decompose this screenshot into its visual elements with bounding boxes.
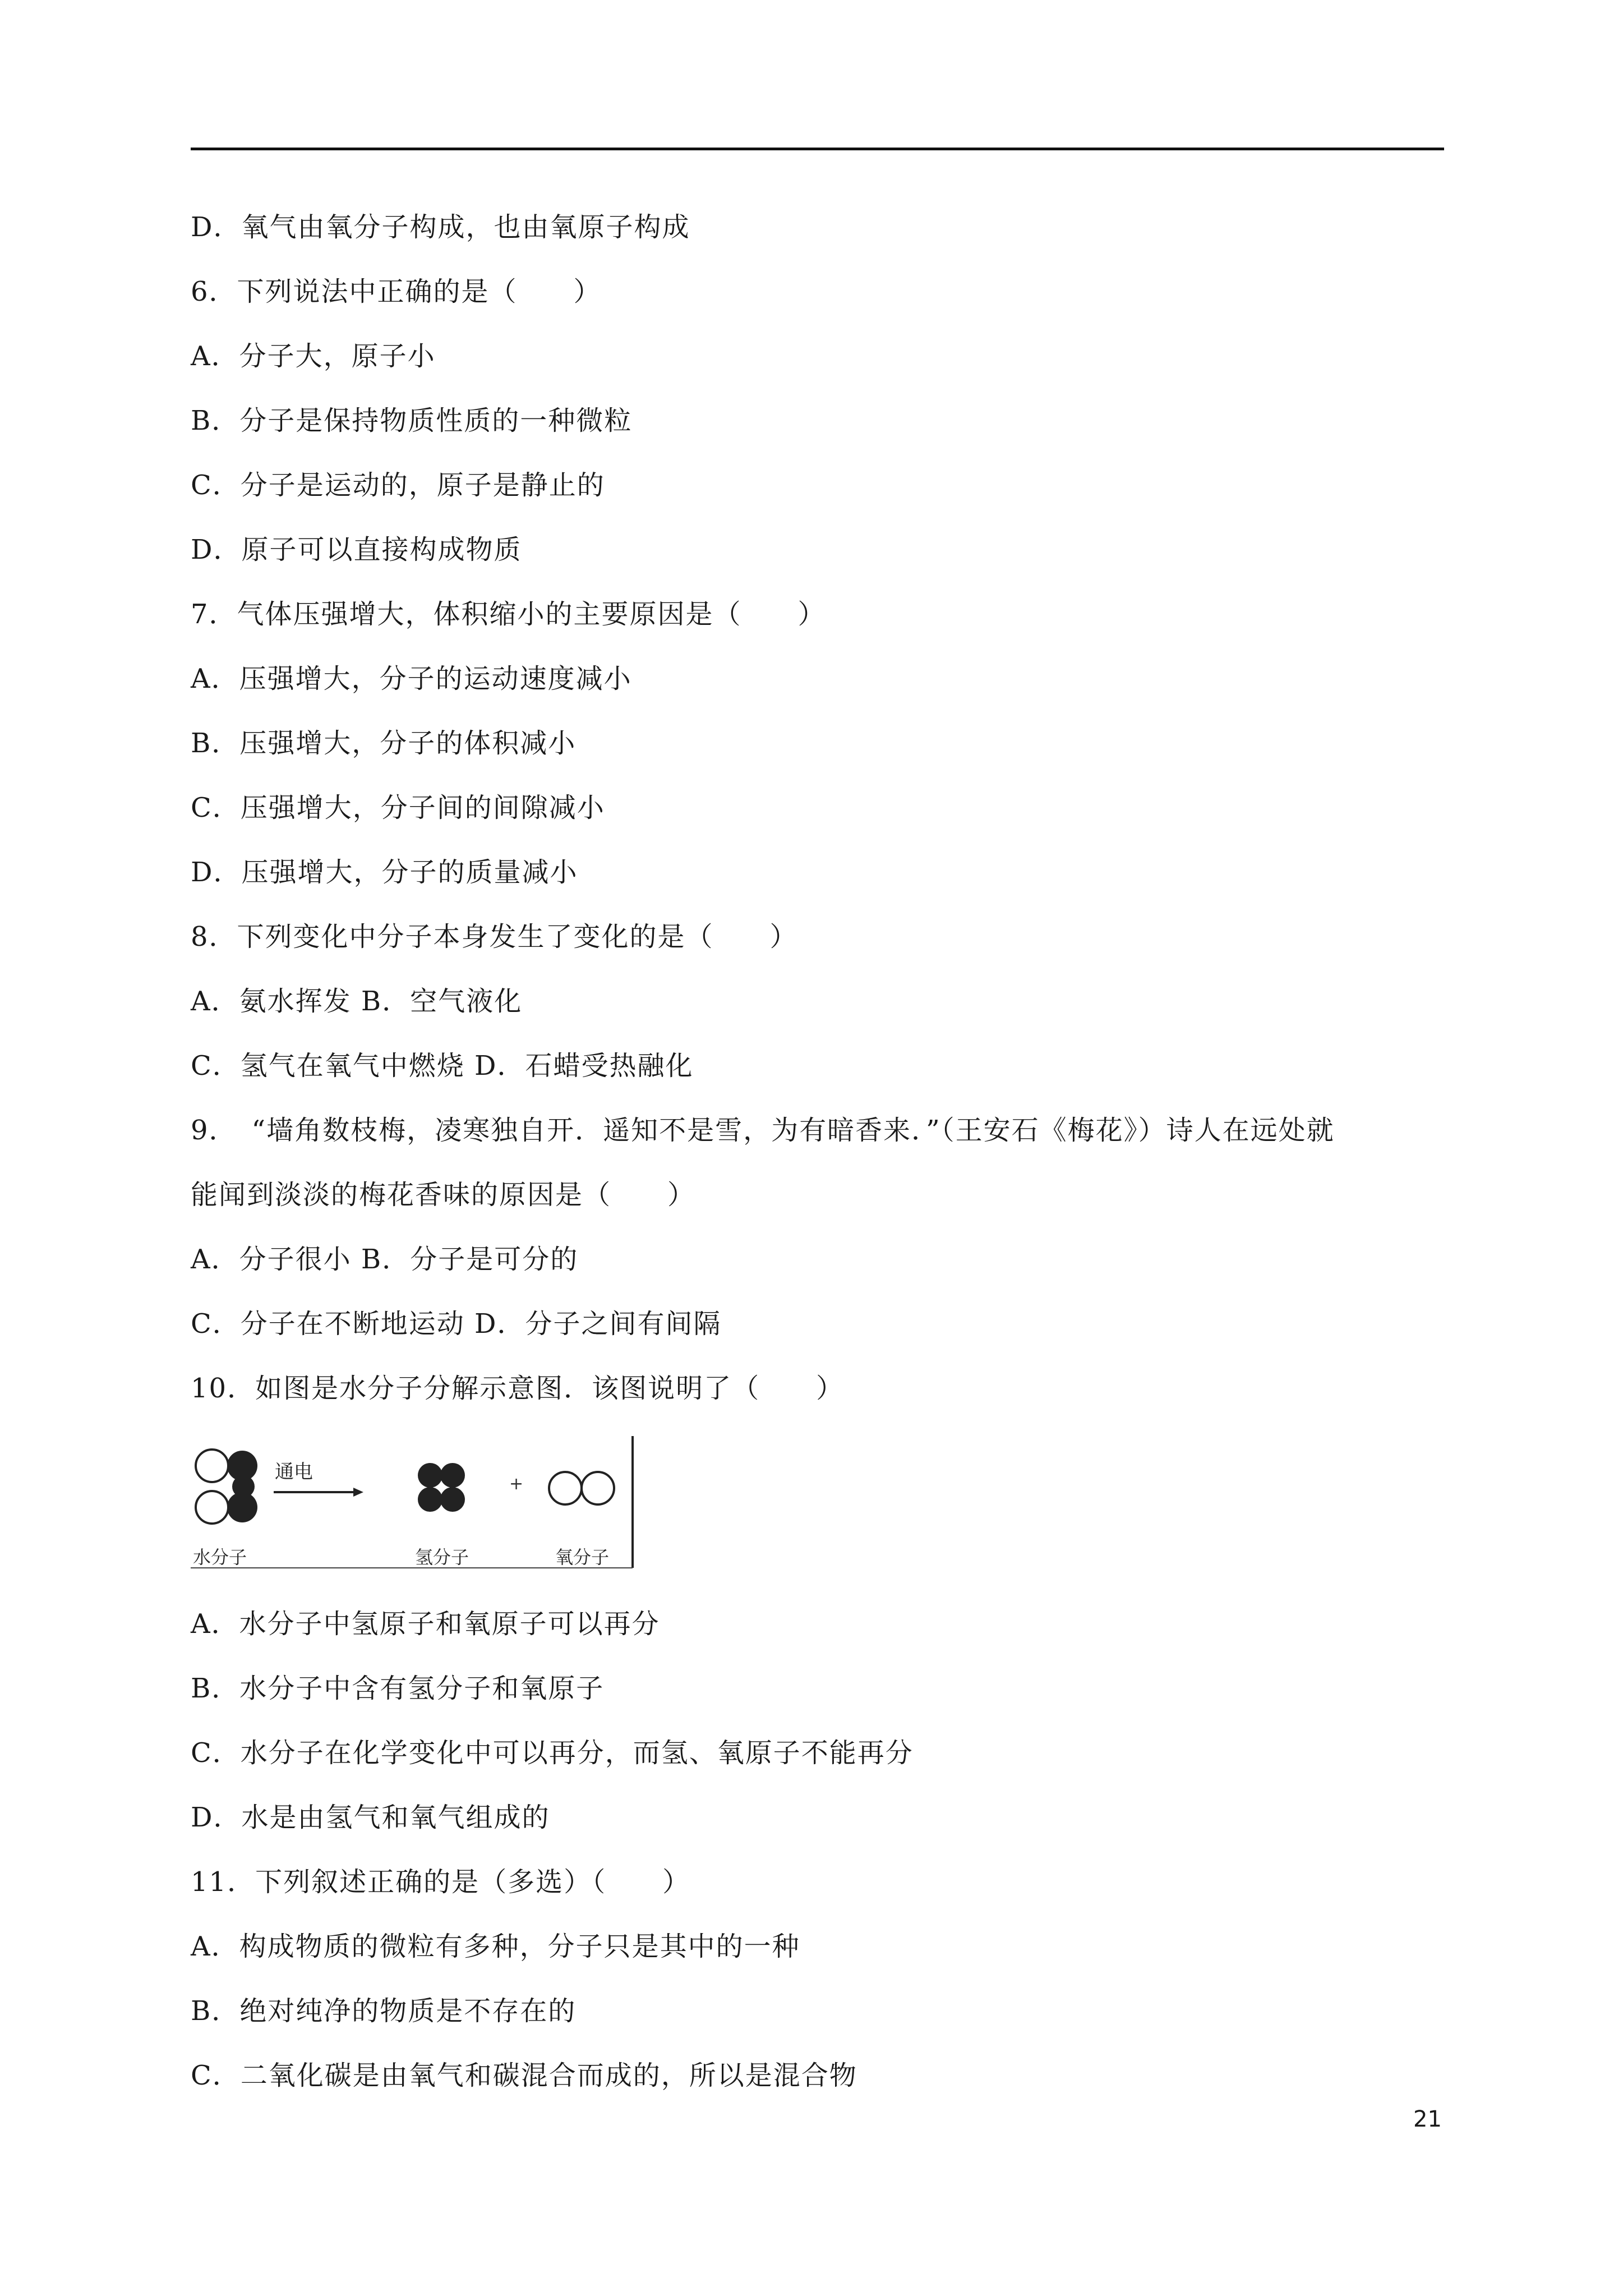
option-5d: D．氧气由氧分子构成，也由氧原子构成 <box>191 211 690 243</box>
option-7c: C．压强增大，分子间的间隙减小 <box>191 792 605 823</box>
option-10b: B．水分子中含有氢分子和氧原子 <box>191 1673 605 1704</box>
reaction-arrow-head <box>353 1488 363 1497</box>
question-11: 11．下列叙述正确的是（多选）（ ） <box>191 1866 691 1898</box>
water-molecules-figure <box>196 1450 257 1524</box>
options-8cd: C．氢气在氧气中燃烧 D．石蜡受热融化 <box>191 1050 694 1082</box>
oxygen-label: 氧分子 <box>555 1547 610 1568</box>
question-6: 6．下列说法中正确的是（ ） <box>191 276 602 307</box>
options-9ab: A．分子很小 B．分子是可分的 <box>191 1244 579 1275</box>
option-11b: B．绝对纯净的物质是不存在的 <box>191 1995 577 2027</box>
question-8: 8．下列变化中分子本身发生了变化的是（ ） <box>191 921 798 953</box>
water-decomposition-diagram <box>191 1433 639 1571</box>
option-7b: B．压强增大，分子的体积减小 <box>191 728 577 759</box>
option-10a: A．水分子中氢原子和氧原子可以再分 <box>191 1608 660 1640</box>
hydrogen-label: 氢分子 <box>415 1547 469 1568</box>
page-number: 21 <box>1413 2106 1442 2132</box>
header-rule <box>191 148 1444 150</box>
options-9cd: C．分子在不断地运动 D．分子之间有间隔 <box>191 1308 722 1340</box>
arrow-label: 通电 <box>275 1461 313 1483</box>
plus-sign: + <box>509 1474 524 1494</box>
water-label: 水分子 <box>193 1547 247 1568</box>
question-7: 7．气体压强增大，体积缩小的主要原因是（ ） <box>191 599 826 630</box>
hydrogen-molecules-figure <box>418 1463 465 1512</box>
option-6c: C．分子是运动的，原子是静止的 <box>191 470 605 501</box>
option-7d: D．压强增大，分子的质量减小 <box>191 857 578 888</box>
option-6a: A．分子大，原子小 <box>191 341 436 372</box>
options-8ab: A．氨水挥发 B．空气液化 <box>191 986 523 1017</box>
option-6b: B．分子是保持物质性质的一种微粒 <box>191 405 633 436</box>
option-7a: A．压强增大，分子的运动速度减小 <box>191 663 632 694</box>
question-9-cont: 能闻到淡淡的梅花香味的原因是（ ） <box>191 1179 696 1211</box>
option-10c: C．水分子在化学变化中可以再分，而氢、氧原子不能再分 <box>191 1737 914 1769</box>
option-11a: A．构成物质的微粒有多种，分子只是其中的一种 <box>191 1931 800 1962</box>
option-10d: D．水是由氢气和氧气组成的 <box>191 1802 550 1833</box>
option-11c: C．二氧化碳是由氧气和碳混合而成的，所以是混合物 <box>191 2060 857 2091</box>
question-10: 10．如图是水分子分解示意图．该图说明了（ ） <box>191 1373 845 1404</box>
oxygen-molecules-figure <box>549 1472 614 1504</box>
option-6d: D．原子可以直接构成物质 <box>191 534 522 565</box>
question-9: 9． “墙角数枝梅，凌寒独自开．遥知不是雪，为有暗香来．”（王安石《梅花》）诗人在远处就 <box>191 1115 1335 1146</box>
